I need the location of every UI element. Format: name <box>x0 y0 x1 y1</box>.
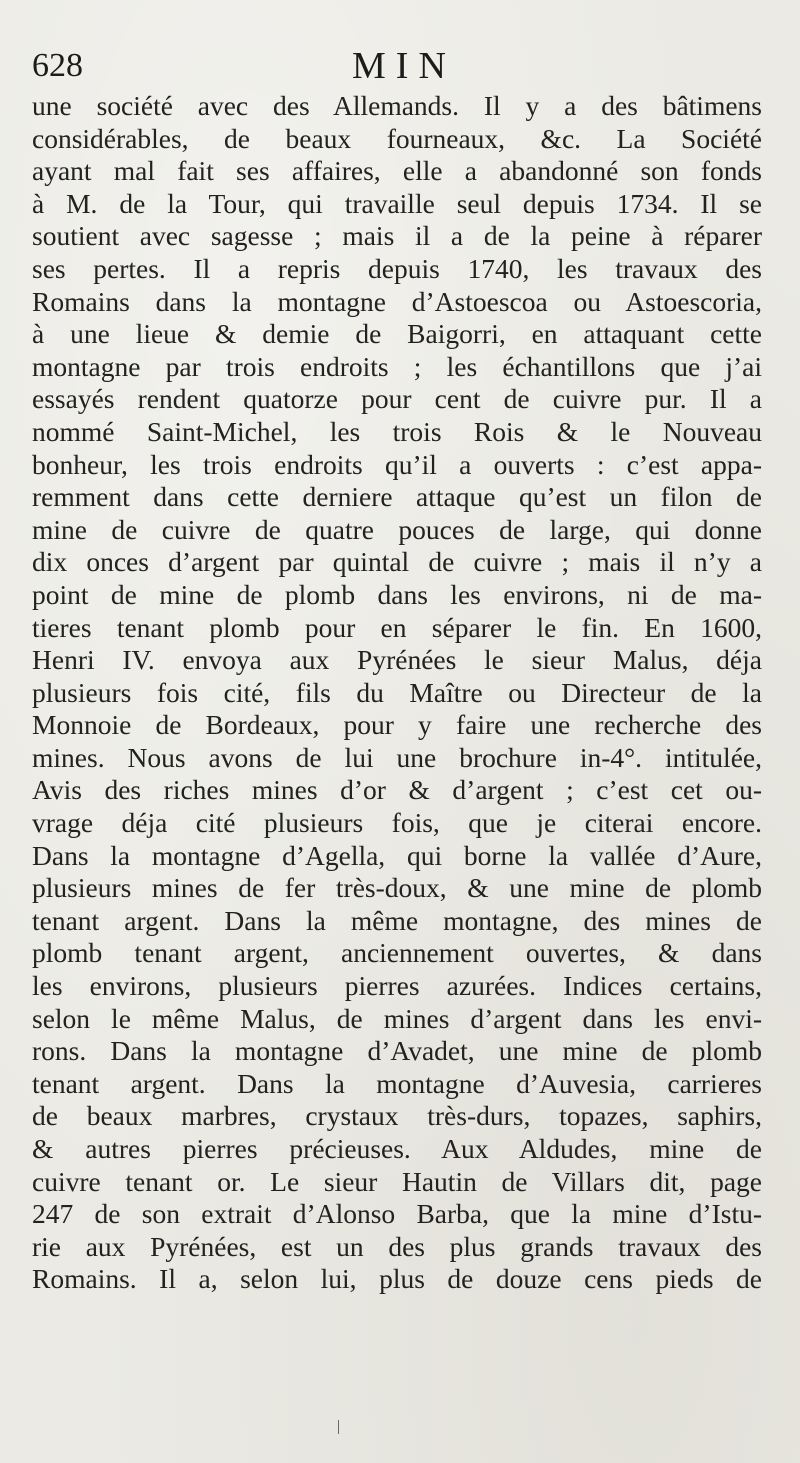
text-line: vrage déja cité plusieurs fois, que je citerai encore. <box>32 807 762 839</box>
text-line: tieres tenant plomb pour en séparer le fin. En 1600, <box>32 611 762 643</box>
text-line: Monnoie de Bordeaux, pour y faire une recherche des <box>32 709 762 741</box>
text-line: les environs, plusieurs pierres azurées. Indices certains, <box>32 970 762 1002</box>
text-line: tenant argent. Dans la même montagne, des mines de <box>32 904 762 936</box>
text-line: plusieurs fois cité, fils du Maître ou Directeur de la <box>32 676 762 708</box>
text-line: ses pertes. Il a repris depuis 1740, les travaux des <box>32 252 762 284</box>
page-header <box>32 42 772 90</box>
text-line: Avis des riches mines d’or & d’argent ; c’est cet ou- <box>32 774 762 806</box>
running-head: MIN <box>352 45 456 87</box>
page-number: 628 <box>32 47 83 84</box>
text-line: rie aux Pyrénées, est un des plus grands travaux des <box>32 1230 762 1262</box>
text-line: considérables, de beaux fourneaux, &c. La Société <box>32 122 762 154</box>
text-line: montagne par trois endroits ; les échantillons que j’ai <box>32 350 762 382</box>
text-line: de beaux marbres, crystaux très-durs, topazes, saphirs, <box>32 1100 762 1132</box>
text-line: nommé Saint-Michel, les trois Rois & le Nouveau <box>32 415 762 447</box>
text-line: bonheur, les trois endroits qu’il a ouverts : c’est appa- <box>32 448 762 480</box>
text-line: ayant mal fait ses affaires, elle a abandonné son fonds <box>32 155 762 187</box>
text-line: à M. de la Tour, qui travaille seul depuis 1734. Il se <box>32 187 762 219</box>
text-line: & autres pierres précieuses. Aux Aldudes, mine de <box>32 1133 762 1164</box>
print-mark <box>338 1420 339 1434</box>
text-line: cuivre tenant or. Le sieur Hautin de Villars dit, page <box>32 1165 762 1197</box>
text-line: dix onces d’argent par quintal de cuivre ; mais il n’y a <box>32 546 762 578</box>
text-line: selon le même Malus, de mines d’argent dans les envi- <box>32 1002 762 1034</box>
text-line: essayés rendent quatorze pour cent de cuivre pur. Il a <box>32 383 762 415</box>
text-line: 247 de son extrait d’Alonso Barba, que la mine d’Istu- <box>32 1198 762 1230</box>
text-line: remment dans cette derniere attaque qu’est un filon de <box>32 481 762 513</box>
text-line: Henri IV. envoya aux Pyrénées le sieur Malus, déja <box>32 644 762 676</box>
text-line: mine de cuivre de quatre pouces de large, qui donne <box>32 513 762 545</box>
text-line: Romains. Il a, selon lui, plus de douze cens pieds de <box>32 1263 762 1295</box>
body-text <box>32 90 762 1296</box>
text-line: plomb tenant argent, anciennement ouvertes, & dans <box>32 937 762 969</box>
text-line: à une lieue & demie de Baigorri, en attaquant cette <box>32 318 762 350</box>
text-line: soutient avec sagesse ; mais il a de la peine à réparer <box>32 220 762 252</box>
text-line: mines. Nous avons de lui une brochure in-4°. intitulée, <box>32 741 762 773</box>
text-line: rons. Dans la montagne d’Avadet, une mine de plomb <box>32 1035 762 1067</box>
text-line: tenant argent. Dans la montagne d’Auvesia, carrieres <box>32 1067 762 1099</box>
text-line: plusieurs mines de fer très-doux, & une mine de plomb <box>32 872 762 904</box>
text-line: Romains dans la montagne d’Astoescoa ou Astoescoria, <box>32 285 762 317</box>
text-line: une société avec des Allemands. Il y a des bâtimens <box>32 90 762 121</box>
text-line: Dans la montagne d’Agella, qui borne la vallée d’Aure, <box>32 839 762 871</box>
text-line: point de mine de plomb dans les environs, ni de ma- <box>32 578 762 610</box>
